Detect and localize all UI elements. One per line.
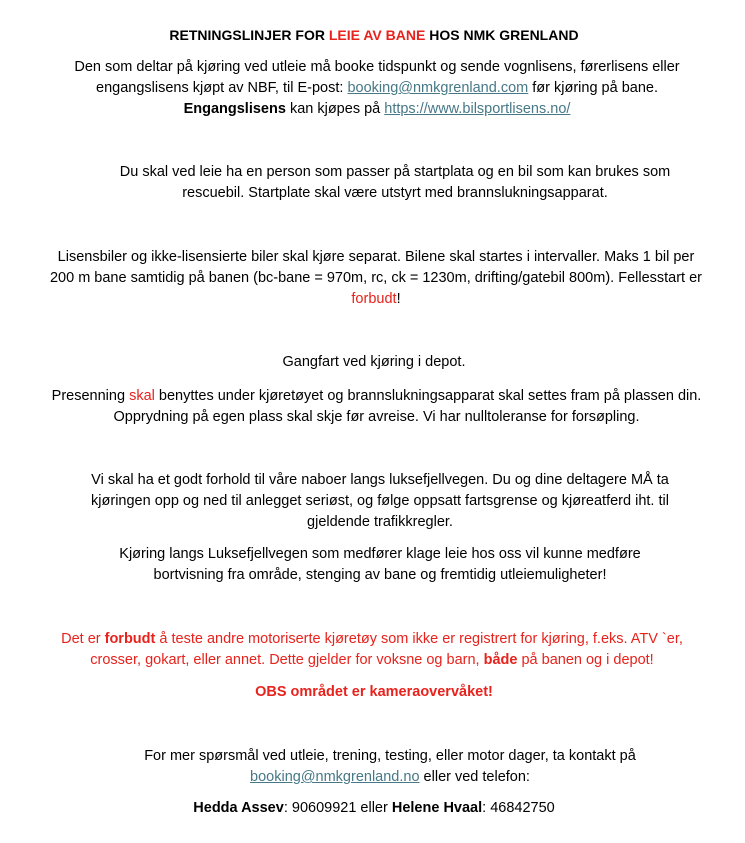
contact-paragraph xyxy=(120,746,660,788)
title-part-1: RETNINGSLINJER FOR xyxy=(169,27,329,43)
exclamation: ! xyxy=(396,291,401,307)
complaint-paragraph: Kjøring langs Luksefjellvegen som medfører klage leie hos oss vil kunne medføre bortvisning fra område, stenging av bane og fremtidig utleiemuligheter! xyxy=(119,546,641,583)
contact-phone-1: : 90609921 eller xyxy=(283,800,392,816)
engangslisens-label: Engangslisens xyxy=(183,101,286,117)
title-highlight: LEIE AV BANE xyxy=(328,27,426,43)
booking-paragraph xyxy=(60,57,694,120)
startplate-paragraph: Du skal ved leie ha en person som passer på startplata og en bil som kan brukes som rescuebil. Startplate skal være utstyrt med brannslukningsapparat. xyxy=(119,164,671,201)
bilsportlisens-link[interactable]: https://www.bilsportlisens.no/ xyxy=(384,101,571,117)
contact-text-1: For mer spørsmål ved utleie, trening, testing, eller motor dager, ta kontakt på xyxy=(144,748,636,764)
contact-phones xyxy=(44,798,704,819)
contact-phone-2: : 46842750 xyxy=(482,800,555,816)
buy-text: kan kjøpes på xyxy=(285,101,385,117)
forbudt-word: forbudt xyxy=(351,291,397,307)
contact-name-2: Helene Hvaal xyxy=(391,800,483,816)
depot-speed-paragraph: Gangfart ved kjøring i depot. xyxy=(282,354,466,370)
contact-email-link[interactable]: booking@nmkgrenland.no xyxy=(250,769,420,785)
booking-text-2: før kjøring på bane. xyxy=(528,80,658,96)
forbidden-text-3: på banen og i depot! xyxy=(517,652,654,668)
forbidden-text-1: Det er xyxy=(61,631,105,647)
contact-name-1: Hedda Assev xyxy=(193,800,284,816)
title-part-3: HOS NMK GRENLAND xyxy=(425,27,579,43)
forbidden-vehicles-paragraph xyxy=(42,629,702,671)
tarpaulin-paragraph xyxy=(44,386,709,428)
tarpaulin-text-2: benyttes under kjøretøyet og brannslukningsapparat skal settes fram på plassen din. Opprydning på egen plass skal skje før avreise. Vi har nulltoleranse for forsøpling. xyxy=(113,388,702,425)
camera-notice: OBS området er kameraovervåket! xyxy=(255,684,493,700)
neighbors-paragraph: Vi skal ha et godt forhold til våre naboer langs luksefjellvegen. Du og dine deltagere MÅ ta kjøringen opp og ned til anlegget seriøst, og følge oppsatt fartsgrense og kjøreatferd iht. til gjeldende trafikkregler. xyxy=(91,472,669,530)
separate-driving-paragraph xyxy=(46,247,706,310)
booking-text: Den som deltar på kjøring ved utleie må booke tidspunkt og sende vognlisens, førerlisens eller engangslisens kjøpt av NBF, til E-post: xyxy=(74,59,680,96)
contact-text-2: eller ved telefon: xyxy=(419,769,530,785)
forbidden-text-2: å teste andre motoriserte kjøretøy som ikke er registrert for kjøring, f.eks. ATV `er, crosser, gokart, eller annet. Dette gjelder for voksne og barn, xyxy=(90,631,683,668)
skal-word: skal xyxy=(129,388,155,404)
separate-driving-text: Lisensbiler og ikke-lisensierte biler skal kjøre separat. Bilene skal startes i intervaller. Maks 1 bil per 200 m bane samtidig på banen (bc-bane = 970m, rc, ck = 1230m, drifting/gatebil 800m). Fellesstart er xyxy=(49,249,703,286)
bade-bold: både xyxy=(483,652,518,668)
forbudt-bold: forbudt xyxy=(104,631,156,647)
booking-email-link[interactable]: booking@nmkgrenland.com xyxy=(347,80,529,96)
tarpaulin-text-1: Presenning xyxy=(51,388,130,404)
page-title xyxy=(44,25,704,46)
